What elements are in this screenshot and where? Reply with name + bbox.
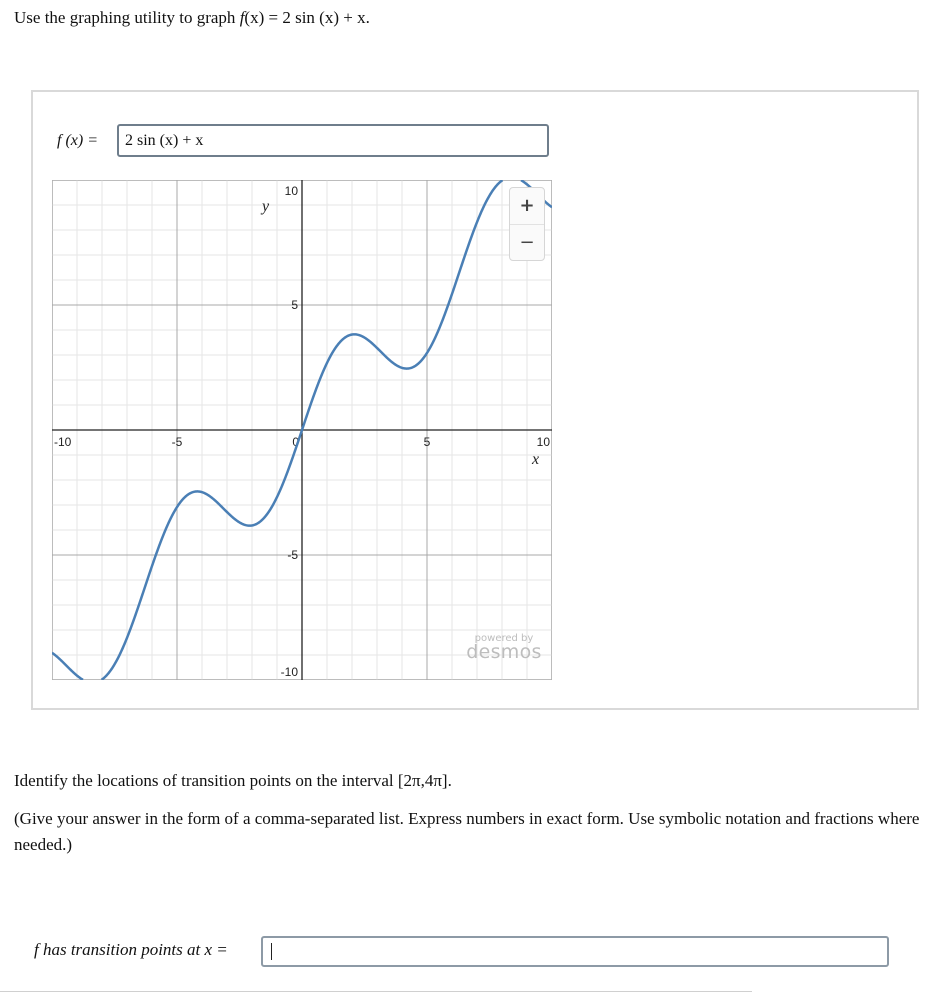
text-caret: [271, 943, 272, 960]
desmos-logo[interactable]: [464, 633, 544, 663]
answer-label-text: f has transition points at x =: [34, 940, 228, 959]
instructions-text: (Give your answer in the form of a comma-separated list. Express numbers in exact form. Use symbolic notation and fractions where needed.): [14, 809, 920, 854]
prompt-lead: Use the graphing utility to graph: [14, 8, 240, 27]
x-axis-label: x: [532, 451, 540, 468]
answer-input[interactable]: [261, 936, 889, 967]
x-tick-label: 5: [423, 435, 431, 449]
x-tick-label: -5: [171, 435, 183, 449]
answer-label: [34, 940, 228, 960]
expression-input[interactable]: 2 sin (x) + x: [117, 124, 549, 157]
y-tick-label: -5: [287, 548, 298, 562]
zoom-controls: [509, 187, 545, 261]
y-tick-label: -10: [280, 665, 298, 679]
y-tick-label: 5: [291, 298, 298, 312]
powered-by-text: powered by: [474, 633, 534, 644]
expression-label: f (x) =: [57, 132, 98, 149]
divider: [0, 991, 752, 992]
graph-canvas[interactable]: [52, 180, 552, 680]
desmos-brand: desmos: [466, 641, 542, 663]
question-text: Identify the locations of transition points on the interval [2π,4π].: [14, 771, 452, 790]
y-tick-label: 10: [284, 184, 298, 198]
prompt-function: (x) = 2 sin (x) + x.: [244, 8, 370, 27]
zoom-out-button[interactable]: −: [519, 232, 535, 253]
prompt-text: [14, 8, 370, 28]
zoom-in-button[interactable]: +: [510, 188, 544, 225]
x-tick-label: 10: [536, 435, 550, 449]
x-tick-label: 0: [292, 435, 299, 449]
x-tick-label: -10: [54, 435, 72, 449]
y-axis-label: y: [262, 198, 270, 215]
prompt-function-name: f: [239, 8, 245, 27]
